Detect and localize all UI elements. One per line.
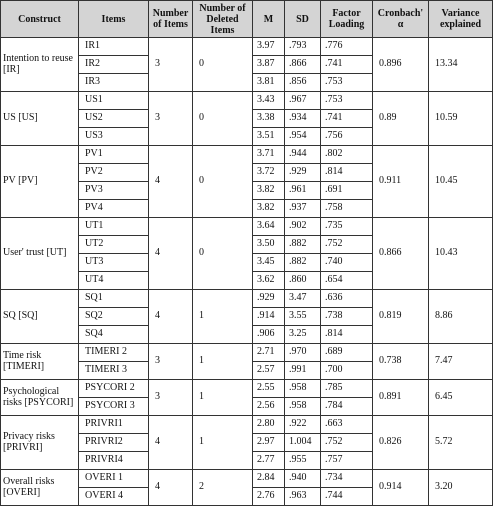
header-items: Items (79, 1, 149, 38)
construct-cell: User' trust [UT] (1, 218, 79, 290)
item-cell: OVERI 4 (79, 488, 149, 506)
header-cronbach-alpha: Cronbach' α (373, 1, 429, 38)
factor-loading-cell: .738 (321, 308, 373, 326)
construct-cell: US [US] (1, 92, 79, 146)
table-row (1, 290, 493, 308)
mean-cell: 2.71 (253, 344, 285, 362)
mean-cell: 3.97 (253, 38, 285, 56)
factor-loading-cell: .752 (321, 236, 373, 254)
sd-cell: .940 (285, 470, 321, 488)
sd-cell: .793 (285, 38, 321, 56)
header-row (1, 1, 493, 38)
factor-loading-cell: .700 (321, 362, 373, 380)
sd-cell: .929 (285, 164, 321, 182)
item-cell: UT3 (79, 254, 149, 272)
factor-loading-cell: .802 (321, 146, 373, 164)
sd-cell: .991 (285, 362, 321, 380)
cronbach-alpha-cell: 0.819 (373, 290, 429, 344)
sd-cell: 3.47 (285, 290, 321, 308)
table-row (1, 380, 493, 398)
factor-loading-cell: .636 (321, 290, 373, 308)
mean-cell: 3.45 (253, 254, 285, 272)
item-cell: UT1 (79, 218, 149, 236)
number-of-deleted-items-cell: 1 (193, 290, 253, 344)
item-cell: PSYCORI 2 (79, 380, 149, 398)
item-cell: PRIVRI2 (79, 434, 149, 452)
sd-cell: .970 (285, 344, 321, 362)
item-cell: IR3 (79, 74, 149, 92)
variance-explained-cell: 10.59 (429, 92, 493, 146)
mean-cell: 3.81 (253, 74, 285, 92)
item-cell: UT2 (79, 236, 149, 254)
factor-loading-cell: .814 (321, 326, 373, 344)
number-of-items-cell: 4 (149, 290, 193, 344)
factor-loading-cell: .654 (321, 272, 373, 290)
sd-cell: 3.25 (285, 326, 321, 344)
factor-loading-cell: .776 (321, 38, 373, 56)
sd-cell: .902 (285, 218, 321, 236)
item-cell: PV2 (79, 164, 149, 182)
number-of-items-cell: 3 (149, 380, 193, 416)
factor-loading-cell: .691 (321, 182, 373, 200)
mean-cell: 2.77 (253, 452, 285, 470)
mean-cell: 3.50 (253, 236, 285, 254)
item-cell: TIMERI 2 (79, 344, 149, 362)
mean-cell: 2.76 (253, 488, 285, 506)
table-row (1, 218, 493, 236)
number-of-items-cell: 4 (149, 416, 193, 470)
factor-loading-cell: .758 (321, 200, 373, 218)
table-row (1, 470, 493, 488)
item-cell: SQ2 (79, 308, 149, 326)
table-row (1, 344, 493, 362)
sd-cell: 1.004 (285, 434, 321, 452)
item-cell: SQ4 (79, 326, 149, 344)
item-cell: US3 (79, 128, 149, 146)
variance-explained-cell: 7.47 (429, 344, 493, 380)
item-cell: IR2 (79, 56, 149, 74)
number-of-items-cell: 4 (149, 470, 193, 506)
variance-explained-cell: 13.34 (429, 38, 493, 92)
factor-loading-cell: .663 (321, 416, 373, 434)
item-cell: UT4 (79, 272, 149, 290)
mean-cell: 3.82 (253, 200, 285, 218)
variance-explained-cell: 10.45 (429, 146, 493, 218)
number-of-deleted-items-cell: 1 (193, 344, 253, 380)
number-of-deleted-items-cell: 0 (193, 146, 253, 218)
number-of-deleted-items-cell: 0 (193, 38, 253, 92)
factor-loading-cell: .814 (321, 164, 373, 182)
sd-cell: .937 (285, 200, 321, 218)
factor-loading-cell: .741 (321, 56, 373, 74)
sd-cell: .958 (285, 380, 321, 398)
sd-cell: 3.55 (285, 308, 321, 326)
sd-cell: .955 (285, 452, 321, 470)
mean-cell: 2.55 (253, 380, 285, 398)
mean-cell: 3.62 (253, 272, 285, 290)
table-row (1, 92, 493, 110)
table-row (1, 416, 493, 434)
header-factor-loading: Factor Loading (321, 1, 373, 38)
mean-cell: 3.71 (253, 146, 285, 164)
cronbach-alpha-cell: 0.911 (373, 146, 429, 218)
factor-loading-cell: .753 (321, 92, 373, 110)
factor-loading-cell: .752 (321, 434, 373, 452)
table-row (1, 146, 493, 164)
construct-cell: SQ [SQ] (1, 290, 79, 344)
mean-cell: 2.97 (253, 434, 285, 452)
sd-cell: .856 (285, 74, 321, 92)
number-of-items-cell: 4 (149, 146, 193, 218)
variance-explained-cell: 8.86 (429, 290, 493, 344)
sd-cell: .961 (285, 182, 321, 200)
header-construct: Construct (1, 1, 79, 38)
number-of-deleted-items-cell: 0 (193, 218, 253, 290)
item-cell: US2 (79, 110, 149, 128)
mean-cell: .906 (253, 326, 285, 344)
sd-cell: .882 (285, 254, 321, 272)
cronbach-alpha-cell: 0.738 (373, 344, 429, 380)
construct-cell: Intention to reuse [IR] (1, 38, 79, 92)
number-of-deleted-items-cell: 1 (193, 380, 253, 416)
header-number-of-items: Number of Items (149, 1, 193, 38)
cronbach-alpha-cell: 0.89 (373, 92, 429, 146)
item-cell: PRIVRI4 (79, 452, 149, 470)
mean-cell: 2.57 (253, 362, 285, 380)
factor-loading-cell: .735 (321, 218, 373, 236)
item-cell: PV4 (79, 200, 149, 218)
cronbach-alpha-cell: 0.866 (373, 218, 429, 290)
item-cell: US1 (79, 92, 149, 110)
header-variance-explained: Variance explained (429, 1, 493, 38)
table-body (1, 38, 493, 506)
header-sd: SD (285, 1, 321, 38)
factor-loading-cell: .734 (321, 470, 373, 488)
mean-cell: 2.84 (253, 470, 285, 488)
sd-cell: .866 (285, 56, 321, 74)
number-of-items-cell: 3 (149, 92, 193, 146)
sd-cell: .860 (285, 272, 321, 290)
construct-cell: Time risk [TIMERI] (1, 344, 79, 380)
header-number-of-deleted-items: Number of Deleted Items (193, 1, 253, 38)
mean-cell: 3.82 (253, 182, 285, 200)
variance-explained-cell: 6.45 (429, 380, 493, 416)
mean-cell: 3.64 (253, 218, 285, 236)
variance-explained-cell: 3.20 (429, 470, 493, 506)
item-cell: PRIVRI1 (79, 416, 149, 434)
table-row (1, 38, 493, 56)
sd-cell: .944 (285, 146, 321, 164)
factor-loading-cell: .741 (321, 110, 373, 128)
factor-loading-cell: .784 (321, 398, 373, 416)
number-of-deleted-items-cell: 0 (193, 92, 253, 146)
construct-cell: Overall risks [OVERI] (1, 470, 79, 506)
construct-cell: PV [PV] (1, 146, 79, 218)
sd-cell: .882 (285, 236, 321, 254)
sd-cell: .967 (285, 92, 321, 110)
factor-loading-cell: .757 (321, 452, 373, 470)
sd-cell: .963 (285, 488, 321, 506)
sd-cell: .954 (285, 128, 321, 146)
cronbach-alpha-cell: 0.826 (373, 416, 429, 470)
mean-cell: .929 (253, 290, 285, 308)
mean-cell: 2.80 (253, 416, 285, 434)
mean-cell: .914 (253, 308, 285, 326)
item-cell: PV3 (79, 182, 149, 200)
sd-cell: .922 (285, 416, 321, 434)
number-of-deleted-items-cell: 1 (193, 416, 253, 470)
factor-loading-cell: .753 (321, 74, 373, 92)
number-of-items-cell: 4 (149, 218, 193, 290)
cronbach-alpha-cell: 0.914 (373, 470, 429, 506)
mean-cell: 3.87 (253, 56, 285, 74)
cronbach-alpha-cell: 0.896 (373, 38, 429, 92)
mean-cell: 2.56 (253, 398, 285, 416)
sd-cell: .934 (285, 110, 321, 128)
variance-explained-cell: 10.43 (429, 218, 493, 290)
construct-cell: Privacy risks [PRIVRI] (1, 416, 79, 470)
cronbach-alpha-cell: 0.891 (373, 380, 429, 416)
variance-explained-cell: 5.72 (429, 416, 493, 470)
factor-loading-cell: .785 (321, 380, 373, 398)
construct-cell: Psychological risks [PSYCORI] (1, 380, 79, 416)
factor-loading-cell: .740 (321, 254, 373, 272)
item-cell: SQ1 (79, 290, 149, 308)
mean-cell: 3.72 (253, 164, 285, 182)
item-cell: PV1 (79, 146, 149, 164)
header-mean: M (253, 1, 285, 38)
mean-cell: 3.38 (253, 110, 285, 128)
sd-cell: .958 (285, 398, 321, 416)
number-of-items-cell: 3 (149, 344, 193, 380)
mean-cell: 3.51 (253, 128, 285, 146)
item-cell: IR1 (79, 38, 149, 56)
mean-cell: 3.43 (253, 92, 285, 110)
number-of-items-cell: 3 (149, 38, 193, 92)
item-cell: PSYCORI 3 (79, 398, 149, 416)
item-cell: OVERI 1 (79, 470, 149, 488)
number-of-deleted-items-cell: 2 (193, 470, 253, 506)
factor-loading-cell: .689 (321, 344, 373, 362)
factor-loading-cell: .756 (321, 128, 373, 146)
item-cell: TIMERI 3 (79, 362, 149, 380)
factor-loading-cell: .744 (321, 488, 373, 506)
